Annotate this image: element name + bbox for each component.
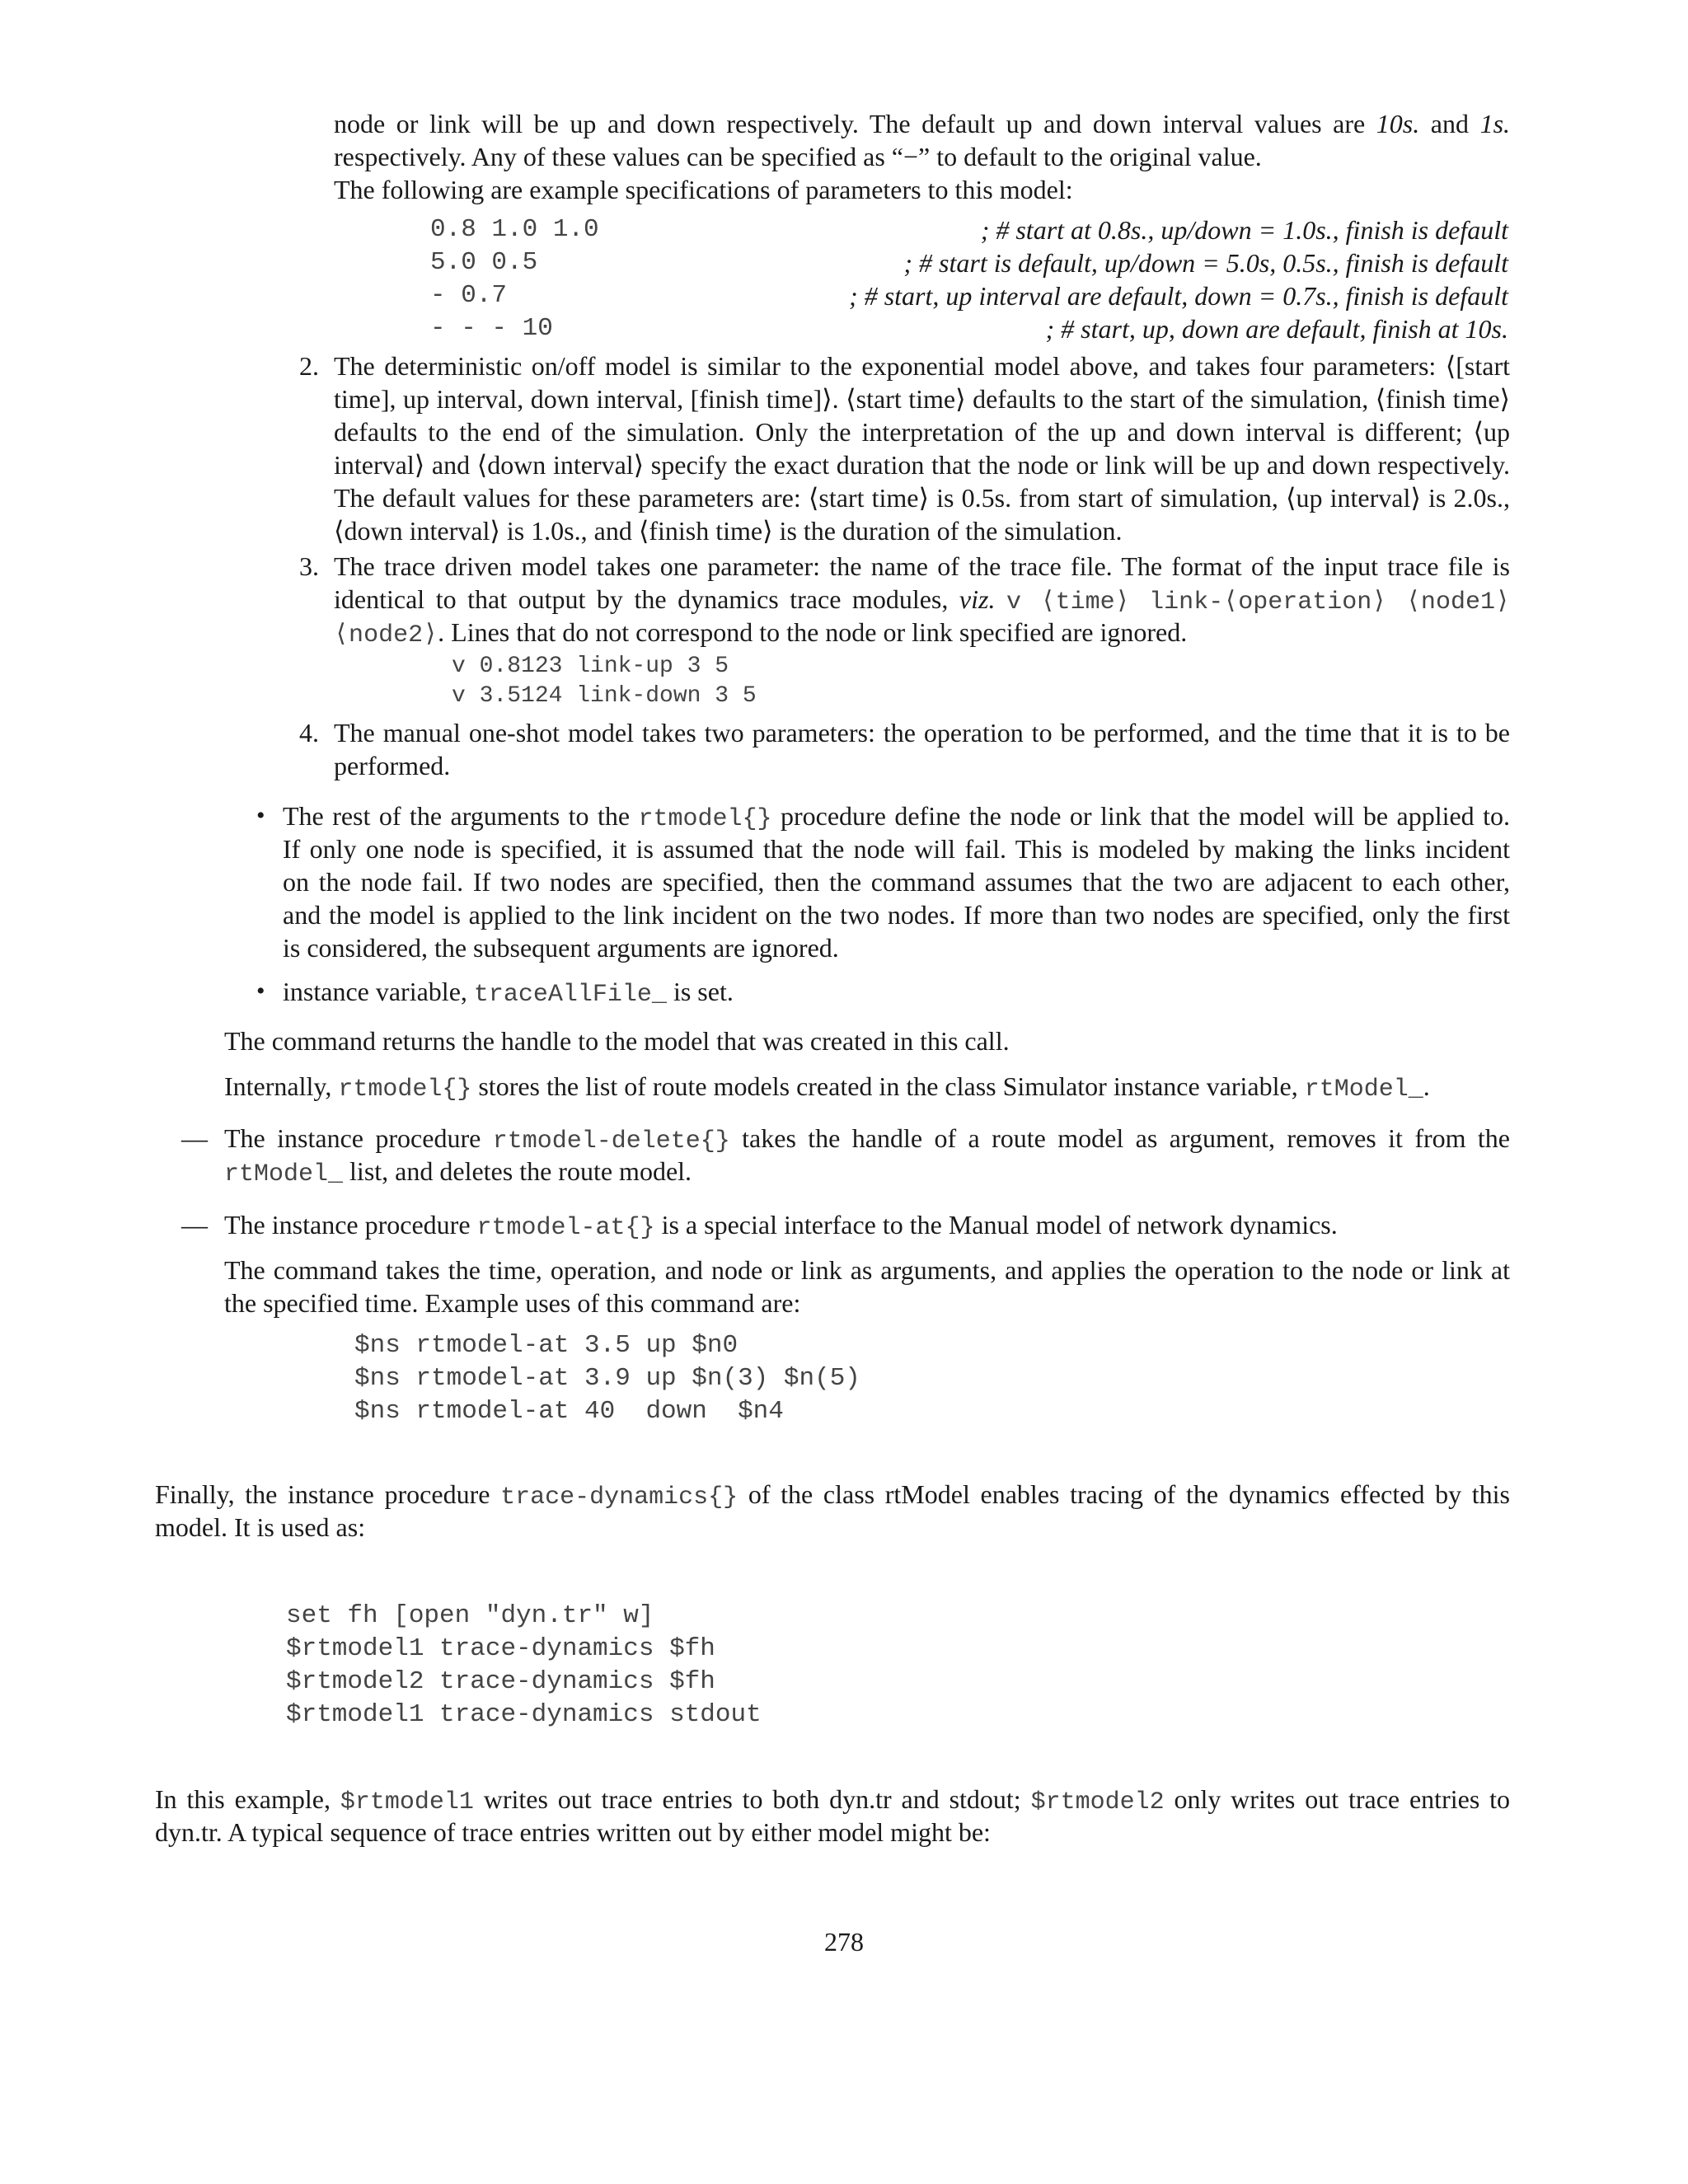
item-3-line-1: The trace driven model takes one parameter: the name of the trace file. The format of the input trace file is	[334, 551, 1510, 581]
inline-code: rtModel_	[224, 1160, 344, 1188]
inline-code: $rtmodel2	[1030, 1788, 1165, 1816]
example-code-3: - 0.7	[430, 281, 508, 310]
inline-code: v ⟨time⟩ link-⟨operation⟩ ⟨node1⟩	[1006, 588, 1511, 616]
math-value: 10s.	[1376, 109, 1420, 138]
bullet-icon: •	[256, 802, 265, 829]
item-2-line-4: interval⟩ and ⟨down interval⟩ specify the exact duration that the node or link will be up and down respectively.	[334, 450, 1510, 480]
returns-paragraph: The command returns the handle to the model that was created in this call.	[224, 1026, 1010, 1056]
top-line-2: respectively. Any of these values can be specified as “−” to default to the original value.	[334, 142, 1262, 171]
em-dash: —	[181, 1123, 208, 1153]
trace-example-line-1: v 0.8123 link-up 3 5	[452, 654, 729, 679]
item-2-line-2: time], up interval, down interval, [finish time]⟩. ⟨start time⟩ defaults to the start of the simulation, ⟨finish time⟩	[334, 384, 1510, 414]
bullet-1-line-1: The rest of the arguments to the rtmodel{} procedure define the node or link that the model will be applied to.	[283, 801, 1511, 833]
item-4-line-2: performed.	[334, 751, 451, 780]
internally-paragraph: Internally, rtmodel{} stores the list of route models created in the class Simulator instance variable, rtModel_.	[224, 1071, 1430, 1104]
delete-line-1: The instance procedure rtmodel-delete{} takes the handle of a route model as argument, removes it from the	[224, 1123, 1511, 1155]
trace-code-line-4: $rtmodel1 trace-dynamics stdout	[286, 1700, 762, 1729]
inline-code: ⟨node2⟩	[334, 621, 438, 649]
inline-code: rtmodel{}	[638, 805, 772, 833]
item-2-line-5: The default values for these parameters are: ⟨start time⟩ is 0.5s. from start of simulation, ⟨up interval⟩ is 2.0s.,	[334, 483, 1510, 513]
example-code-2: 5.0 0.5	[430, 248, 538, 277]
math-value: 1s.	[1479, 109, 1511, 138]
inline-code: rtmodel-at{}	[476, 1214, 655, 1242]
page-number: 278	[824, 1927, 864, 1957]
bullet-1-line-2: If only one node is specified, it is assumed that the node will fail. This is modeled by making the links incident	[283, 834, 1510, 864]
bullet-1-line-3: on the node fail. If two nodes are specified, then the command assumes that the two are adjacent to each other,	[283, 867, 1510, 897]
bullet-1-line-4: and the model is applied to the link incident on the two nodes. If more than two nodes are specified, only the first	[283, 900, 1510, 930]
inline-code: $rtmodel1	[340, 1788, 474, 1816]
em-dash: —	[181, 1210, 208, 1240]
item-3-number: 3.	[299, 551, 319, 581]
example-line-1: In this example, $rtmodel1 writes out trace entries to both dyn.tr and stdout; $rtmodel2 only writes out trace entries to	[155, 1784, 1511, 1816]
item-2-number: 2.	[299, 351, 319, 381]
at-line-1: The instance procedure rtmodel-at{} is a special interface to the Manual model of network dynamics.	[224, 1210, 1338, 1242]
item-3-line-3: ⟨node2⟩. Lines that do not correspond to the node or link specified are ignored.	[334, 617, 1188, 649]
item-3-line-2: identical to that output by the dynamics trace modules, viz. v ⟨time⟩ link-⟨operation⟩ ⟨node1⟩	[334, 584, 1511, 616]
item-4-number: 4.	[299, 718, 319, 748]
trace-code-line-1: set fh [open "dyn.tr" w]	[286, 1601, 654, 1630]
example-comment-3: ; # start, up interval are default, down = 0.7s., finish is default	[849, 281, 1508, 311]
example-code-4: - - - 10	[430, 314, 553, 343]
item-2-line-6: ⟨down interval⟩ is 1.0s., and ⟨finish time⟩ is the duration of the simulation.	[334, 516, 1123, 546]
inline-code: rtmodel-delete{}	[492, 1127, 730, 1155]
inline-code: trace-dynamics{}	[500, 1483, 738, 1511]
trace-code-line-2: $rtmodel1 trace-dynamics $fh	[286, 1634, 715, 1663]
finally-line-1: Finally, the instance procedure trace-dynamics{} of the class rtModel enables tracing of the dynamics effected by this	[155, 1479, 1511, 1511]
top-line-3: The following are example specifications of parameters to this model:	[334, 175, 1073, 204]
example-comment-2: ; # start is default, up/down = 5.0s, 0.5s., finish is default	[903, 248, 1508, 278]
inline-code: rtModel_	[1304, 1076, 1423, 1104]
example-comment-4: ; # start, up, down are default, finish at 10s.	[1045, 314, 1508, 344]
item-2-line-1: The deterministic on/off model is similar to the exponential model above, and takes four parameters: ⟨[start	[334, 351, 1510, 381]
example-code-1: 0.8 1.0 1.0	[430, 215, 599, 244]
top-line-1: node or link will be up and down respectively. The default up and down interval values are 10s. and 1s.	[334, 109, 1511, 138]
trace-code-line-3: $rtmodel2 trace-dynamics $fh	[286, 1667, 715, 1696]
example-comment-1: ; # start at 0.8s., up/down = 1.0s., finish is default	[980, 215, 1508, 245]
inline-code: rtmodel{}	[338, 1076, 472, 1104]
example-line-2: dyn.tr. A typical sequence of trace entries written out by either model might be:	[155, 1817, 991, 1847]
item-2-line-3: defaults to the end of the simulation. Only the interpretation of the up and down interval is different; ⟨up	[334, 417, 1510, 447]
bullet-icon: •	[256, 977, 265, 1005]
at-paragraph-line-1: The command takes the time, operation, and node or link as arguments, and applies the operation to the node or link at	[224, 1255, 1510, 1285]
item-4-line-1: The manual one-shot model takes two parameters: the operation to be performed, and the time that it is to be	[334, 718, 1510, 748]
at-code-line-2: $ns rtmodel-at 3.9 up $n(3) $n(5)	[354, 1364, 860, 1393]
at-code-line-1: $ns rtmodel-at 3.5 up $n0	[354, 1331, 738, 1360]
bullet-2-line: instance variable, traceAllFile_ is set.	[283, 977, 734, 1009]
delete-line-2: rtModel_ list, and deletes the route model.	[224, 1156, 692, 1188]
inline-code: traceAllFile_	[473, 981, 667, 1009]
trace-example-line-2: v 3.5124 link-down 3 5	[452, 683, 757, 709]
finally-line-2: model. It is used as:	[155, 1512, 366, 1542]
at-code-line-3: $ns rtmodel-at 40 down $n4	[354, 1397, 784, 1426]
at-paragraph-line-2: the specified time. Example uses of this command are:	[224, 1288, 801, 1318]
bullet-1-line-5: is considered, the subsequent arguments are ignored.	[283, 933, 839, 963]
